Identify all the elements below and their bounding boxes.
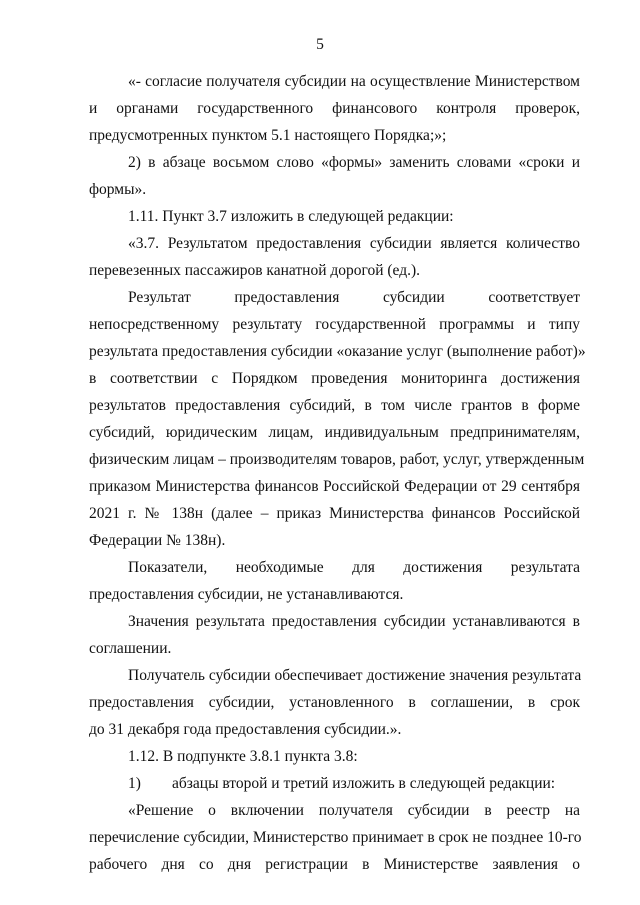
paragraph-5-line-4: в соответствии с Порядком проведения мониторинга достижения bbox=[89, 370, 580, 387]
paragraph-6-line-2: предоставления субсидии, не устанавливаются. bbox=[89, 586, 404, 603]
paragraph-3-line-1: 1.11. Пункт 3.7 изложить в следующей редакции: bbox=[128, 208, 454, 225]
paragraph-5-line-3: результата предоставления субсидии «оказание услуг (выполнение работ)» bbox=[89, 343, 586, 360]
paragraph-6-line-1: Показатели, необходимые для достижения результата bbox=[128, 559, 580, 576]
paragraph-5-line-6: субсидий, юридическим лицам, индивидуальным предпринимателям, bbox=[89, 424, 580, 441]
paragraph-5-line-9: 2021 г. № 138н (далее – приказ Министерства финансов Российской bbox=[89, 505, 580, 522]
paragraph-5-line-10: Федерации № 138н). bbox=[89, 532, 226, 549]
paragraph-4-line-1: «3.7. Результатом предоставления субсидии является количество bbox=[128, 235, 580, 252]
paragraph-8-line-3: до 31 декабря года предоставления субсидии.». bbox=[89, 721, 402, 738]
paragraph-2-line-2: формы». bbox=[89, 181, 147, 198]
paragraph-8-line-1: Получатель субсидии обеспечивает достижение значения результата bbox=[128, 667, 582, 684]
paragraph-1-line-3: предусмотренных пунктом 5.1 настоящего Порядка;»; bbox=[89, 127, 447, 144]
paragraph-11-line-3: рабочего дня со дня регистрации в Министерстве заявления о bbox=[89, 856, 580, 873]
paragraph-5-line-1: Результат предоставления субсидии соответствует bbox=[128, 289, 580, 306]
paragraph-5-line-5: результатов предоставления субсидий, в том числе грантов в форме bbox=[89, 397, 580, 414]
paragraph-1-line-1: «- согласие получателя субсидии на осуществление Министерством bbox=[128, 73, 580, 90]
list-item-number: 1) bbox=[128, 775, 141, 792]
paragraph-5-line-2: непосредственному результату государственной программы и типу bbox=[89, 316, 580, 333]
paragraph-1-line-2: и органами государственного финансового контроля проверок, bbox=[89, 100, 580, 117]
page-number: 5 bbox=[316, 36, 324, 53]
paragraph-8-line-2: предоставления субсидии, установленного в соглашении, в срок bbox=[89, 694, 580, 711]
paragraph-7-line-2: соглашении. bbox=[89, 640, 172, 657]
paragraph-4-line-2: перевезенных пассажиров канатной дорогой (ед.). bbox=[89, 262, 421, 279]
paragraph-11-line-1: «Решение о включении получателя субсидии в реестр на bbox=[128, 802, 580, 819]
paragraph-5-line-8: приказом Министерства финансов Российской Федерации от 29 сентября bbox=[89, 478, 580, 495]
paragraph-2-line-1: 2) в абзаце восьмом слово «формы» заменить словами «сроки и bbox=[128, 154, 580, 171]
paragraph-5-line-7: физическим лицам – производителям товаров, работ, услуг, утвержденным bbox=[89, 451, 585, 468]
paragraph-10-line-1: абзацы второй и третий изложить в следующей редакции: bbox=[172, 775, 556, 792]
paragraph-7-line-1: Значения результата предоставления субсидии устанавливаются в bbox=[128, 613, 580, 630]
paragraph-9-line-1: 1.12. В подпункте 3.8.1 пункта 3.8: bbox=[128, 748, 358, 765]
paragraph-11-line-2: перечисление субсидии, Министерство принимает в срок не позднее 10-го bbox=[89, 829, 582, 846]
